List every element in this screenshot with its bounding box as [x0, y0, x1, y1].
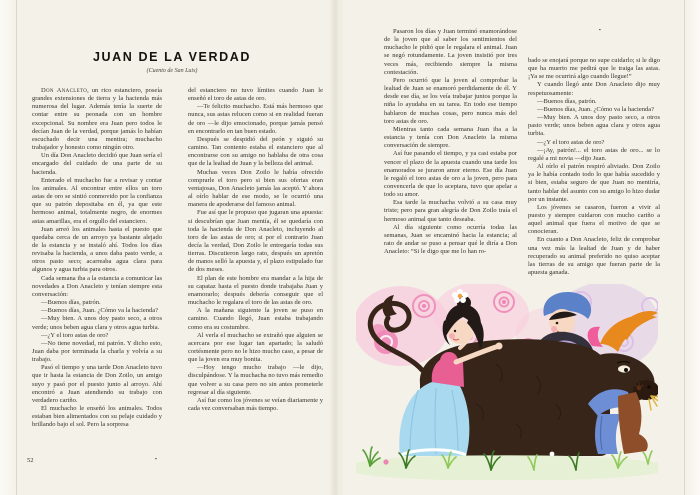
story-paragraph: Cada semana iba a la estancia a comunicar las novedades a Don Anacleto y tenían siempre esta conversación: — [32, 274, 162, 298]
story-paragraph: Muchas veces Don Zoilo le había ofrecido comprarle el toro pero si bien sus ofertas eran ventajosas, Don Anacleto jamás las aceptó. Y ahora al oírlo hablar de ese modo, se le ocurrió una manera de apoderarse del famoso animal. — [188, 168, 323, 209]
story-paragraph: Pero ocurrió que la joven al comprobar la lealtad de Juan se enamoró perdidamente de él. Y desde ese día, se los veía trabajar juntos porque la niña lo ayudaba en su tarea. En todo ese tiempo hablaron de muchas cosas, pero nunca más del toro astas de oro. — [384, 76, 517, 125]
story-paragraph: El muchacho le enseñó los animales. Todos estaban bien alimentados con su pelaje cuidado y brillando bajo el sol. Pero la sorpresa — [32, 405, 162, 429]
story-paragraph: Pasó el tiempo y una tarde Don Anacleto tuvo que ir hasta la estancia de Don Zoilo, un amigo suyo y pasó por el puesto junto al arroyo. Ahí encontró a Juan atendiendo su trabajo con verdadero cariño. — [32, 364, 162, 404]
story-paragraph: A la mañana siguiente la joven se puso en camino. Cuando llegó, Juan estaba trabajando como era su costumbre. — [188, 307, 323, 331]
left-column-2 — [188, 87, 323, 461]
story-paragraph: —Hoy tengo mucho trabajo —le dijo, disculpándose. Y la muchacha no tuvo más remedio que volver a su casa pero no sin antes prometerle regresar al día siguiente. — [188, 364, 323, 396]
story-paragraph: Y cuando llegó ante Don Anacleto dijo muy respetuosamente: — [528, 81, 660, 97]
page-number: 52 — [27, 457, 34, 464]
page-gutter — [329, 0, 345, 495]
story-paragraph: —Buenos días, patrón. — [537, 97, 597, 105]
story-subtitle: (Cuento de San Luis) — [146, 68, 198, 74]
story-paragraph: —No tiene novedad, mi patrón. Y dicho esto, Juan daba por terminada la charla y volvía a su trabajo. — [32, 339, 162, 364]
left-column-1 — [32, 87, 162, 461]
story-paragraph: En cuanto a Don Anacleto, feliz de comprobar una vez más la lealtad de Juan y de haber recuperado su animal preferido no quiso aceptar las tierras de su amigo que fueran parte de la apuesta ganada. — [528, 236, 660, 277]
story-paragraph: Al oírlo el patrón respiró aliviado. Don Zoilo ya le había contado todo lo que había sucedido y si bien, estaba seguro de que Juan no mentiría, tanto hablar del asunto con su amigo lo hizo dudar por un instante. — [528, 163, 660, 203]
story-illustration — [356, 284, 658, 480]
story-paragraph: Mientras tanto cada semana Juan iba a la estancia y tenía con Don Anacleto la misma conversación de siempre. — [384, 125, 517, 150]
story-paragraph: —Muy bien. A unos doy pasto seco, a otros pasto verde; unos beben agua clara y otros agua turbia. — [528, 114, 660, 138]
story-paragraph: —¡Ay, patrón!... el toro astas de oro... se lo regalé a mi novia —dijo Juan. — [528, 146, 660, 162]
story-paragraph: —Buenos días, Juan. ¿Cómo va la hacienda? — [41, 307, 158, 315]
story-paragraph: Don Anacleto, un rico estanciero, poseía grandes extensiones de tierra y la hacienda más numerosa del lugar. Además tenía la suerte de contar entre su peonada con un hombre excepcional. Su nombre era Juan pero todos le decían Juan de la verdad, porque jamás lo habían escuchado decir una mentira; muchacho trabajador y honesto como ningún otro. — [32, 87, 162, 152]
story-paragraph: Esa tarde la muchacha volvió a su casa muy triste; pero para gran alegría de Don Zoilo traía el hermoso animal que tanto deseaba. — [384, 199, 517, 223]
story-paragraph: del estanciero no tuvo límites cuando Juan le enseñó el toro de astas de oro. — [188, 87, 323, 103]
story-paragraph: Después se despidió del peón y siguió su camino. Tan contento estaba el estanciero que al encontrarse con su amigo no hablaba de otra cosa que de la lealtad de Juan y la belleza del animal. — [188, 135, 323, 168]
story-paragraph: —¿Y el toro astas de oro? — [41, 331, 109, 339]
story-paragraph: Al día siguiente como ocurría todas las semanas, Juan se encaminó hacia la estancia; al rato de andar se puso a pensar qué le diría a Don Anacleto: “Si le digo que me lo han ro- — [384, 223, 517, 256]
story-paragraph: Así fue como los jóvenes se veían diariamente y cada vez conversaban más tiempo. — [188, 396, 323, 413]
left-page — [0, 0, 337, 495]
story-paragraph: Así fue pasando el tiempo, y ya casi estaba por vencer el plazo de la apuesta cuando una tarde los enamorados se juraron amor eterno. Ese día Juan le regaló el toro astas de oro a la joven, pero para convencerla de que lo aceptara, tuvo que apelar a todo su amor. — [384, 150, 517, 199]
right-page — [337, 0, 700, 495]
story-paragraph: Pasaron los días y Juan terminó enamorándose de la joven que al saber los sentimientos del muchacho le pidió que le regalara el animal. Juan se negó rotundamente. La joven insistió por tres veces más, recibiendo siempre la misma contestación. — [384, 28, 517, 76]
lead-small-caps: Don Anacleto — [41, 87, 88, 94]
story-paragraph: Enterado el muchacho fue a revisar y contar los animales. Al encontrar entre ellos un toro astas de oro se sintió conmovido por la confianza que su patrón depositaba en él, ya que este hermoso animal, totalmente negro, de enormes astas amarillas, era el orgullo del estanciero. — [32, 176, 162, 225]
section-ornament: ▪ — [599, 27, 601, 32]
story-paragraph: bado se enojará porque no supe cuidarlo; si le digo que ha muerto me pedirá que le traiga las astas. ¡Ya se me ocurrirá algo cuando llegue!” — [528, 57, 660, 81]
story-title: JUAN DE LA VERDAD — [93, 50, 251, 64]
story-paragraph: Al verla el muchacho se extrañó que alguien se acercara por ese lugar tan apartado; la saludó cortésmente pero no le hizo mucho caso, a pesar de que la joven era muy bonita. — [188, 331, 323, 364]
story-paragraph: Un día Don Anacleto decidió que Juan sería el encargado del cuidado de una parte de su hacienda. — [32, 152, 162, 176]
right-column-2 — [528, 57, 660, 289]
right-column-1 — [384, 28, 517, 284]
story-paragraph: Los jóvenes se casaron, fueron a vivir al puesto y siempre cuidaron con mucho cariño a aquel animal que fuera el motivo de que se conocieran. — [528, 203, 660, 236]
story-paragraph: —Buenos días, patrón. — [41, 299, 101, 307]
story-paragraph: Fue así que le propuso que jugaran una apuesta: si descubrían que Juan mentía, él se quedaría con toda la hacienda de Don Anacleto, incluyendo al toro de las astas de oro; si por el contrario Juan decía la verdad, Don Zoilo le entregaría todas sus tierras. Discutieron largo rato, después un apretón de manos selló la apuesta y, el plazo estipulado fue de dos meses. — [188, 209, 323, 274]
story-paragraph: —Buenos días, Juan. ¿Cómo va la hacienda? — [537, 105, 654, 113]
story-paragraph: —Te felicito muchacho. Está más hermoso que nunca, sus astas relucen como si en realidad fueran de oro —le dijo emocionado, porque jamás pensó en encontrarlo en tan buen estado. — [188, 103, 323, 135]
story-paragraph: —¿Y el toro astas de oro? — [537, 138, 605, 146]
story-paragraph: El plan de este hombre era mandar a la hija de su capataz hasta el puesto donde trabajaba Juan y enamorarlo; después debería conseguir que el muchacho le regalara el toro de las astas de oro. — [188, 274, 323, 307]
story-paragraph: —Muy bien. A unos doy pasto seco, a otros verde; unos beben agua clara y otros agua turbia. — [32, 315, 162, 331]
story-paragraph: Juan arreó los animales hasta el puesto que quedaba cerca de un arroyo ya bastante alejado de la estancia y se instaló ahí. Todos los días revisaba la hacienda, a unos daba pasto verde, a otros pasto seco; acarreaba agua clara para algunos y agua turbia para otros. — [32, 225, 162, 274]
footer-ornament: ▪ — [155, 456, 157, 461]
